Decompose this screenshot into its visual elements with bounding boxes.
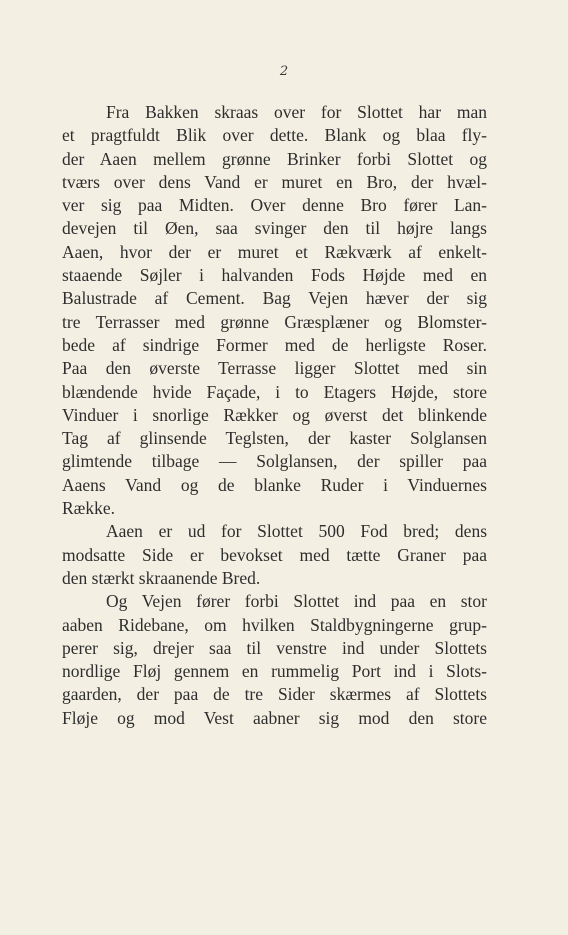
text-line: tværs over dens Vand er muret en Bro, der hvæl- bbox=[62, 171, 487, 192]
text-line: den stærkt skraanende Bred. bbox=[62, 567, 261, 588]
text-line: Aaen er ud for Slottet 500 Fod bred; dens bbox=[106, 521, 487, 542]
text-line: Aaen, hvor der er muret et Rækværk af enkelt- bbox=[62, 241, 487, 262]
text-line: Og Vejen fører forbi Slottet ind paa en stor bbox=[106, 591, 487, 612]
text-line: Balustrade af Cement. Bag Vejen hæver der sig bbox=[62, 288, 487, 309]
text-line: et pragtfuldt Blik over dette. Blank og blaa fly- bbox=[62, 125, 487, 146]
text-line: staaende Søjler i halvanden Fods Højde med en bbox=[62, 265, 487, 286]
text-line: perer sig, drejer saa til venstre ind under Slottets bbox=[62, 637, 487, 658]
text-line: Paa den øverste Terrasse ligger Slottet med sin bbox=[62, 358, 487, 379]
text-line: devejen til Øen, saa svinger den til højre langs bbox=[62, 218, 487, 239]
text-line: Fløje og mod Vest aabner sig mod den store bbox=[62, 707, 487, 728]
page-number: 2 bbox=[279, 64, 289, 79]
text-line: Fra Bakken skraas over for Slottet har man bbox=[106, 102, 487, 122]
text-line: gaarden, der paa de tre Sider skærmes af Slottets bbox=[62, 684, 487, 705]
text-line: aaben Ridebane, om hvilken Staldbygningerne grup- bbox=[62, 614, 487, 635]
text-line: Tag af glinsende Teglsten, der kaster Solglansen bbox=[62, 428, 487, 449]
text-line: blændende hvide Façade, i to Etagers Højde, store bbox=[62, 381, 487, 402]
text-line: modsatte Side er bevokset med tætte Graner paa bbox=[62, 544, 487, 565]
text-line: Række. bbox=[62, 498, 115, 519]
text-line: ver sig paa Midten. Over denne Bro fører Lan- bbox=[62, 195, 487, 216]
text-line: bede af sindrige Former med de herligste Roser. bbox=[62, 334, 487, 355]
text-line: nordlige Fløj gennem en rummelig Port ind i Slots- bbox=[62, 661, 487, 682]
text-line: tre Terrasser med grønne Græsplæner og Blomster- bbox=[62, 311, 487, 332]
text-line: Vinduer i snorlige Rækker og øverst det blinkende bbox=[62, 404, 487, 425]
text-line: glimtende tilbage — Solglansen, der spiller paa bbox=[62, 451, 487, 472]
text-line: Aaens Vand og de blanke Ruder i Vinduernes bbox=[62, 474, 487, 495]
body-text bbox=[62, 101, 487, 730]
text-line: der Aaen mellem grønne Brinker forbi Slottet og bbox=[62, 148, 487, 169]
